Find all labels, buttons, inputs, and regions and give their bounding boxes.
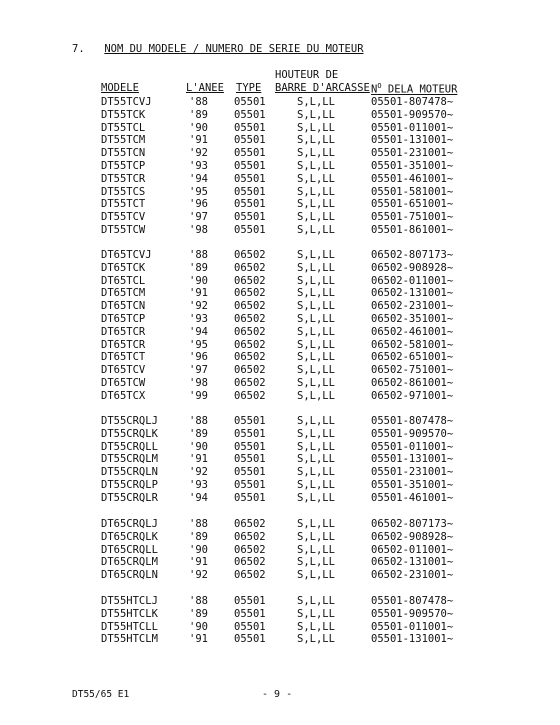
- barre-cell: S,L,LL: [297, 466, 335, 479]
- year-cell: '91: [189, 633, 208, 646]
- model-cell: DT65TCK: [101, 261, 146, 274]
- footer-doc-code: DT55/65 E1: [72, 689, 130, 700]
- type-cell: 06502: [234, 569, 266, 582]
- year-cell: '89: [189, 261, 208, 274]
- year-cell: '99: [189, 389, 208, 402]
- type-cell: 05501: [234, 160, 266, 172]
- type-cell: 05501: [234, 633, 266, 646]
- barre-cell: S,L,LL: [297, 108, 335, 121]
- barre-cell: S,L,LL: [297, 453, 335, 466]
- year-cell: '94: [189, 172, 208, 185]
- column-header-annee: L'ANEE: [186, 82, 224, 94]
- serial-cell: 06502-807173~: [371, 518, 454, 530]
- serial-cell: 06502-011001~: [371, 543, 454, 556]
- year-cell: '96: [189, 351, 208, 364]
- barre-cell: S,L,LL: [297, 518, 335, 530]
- serial-cell: 05501-351001~: [371, 160, 454, 172]
- model-cell: DT55TCS: [101, 185, 146, 198]
- type-cell: 06502: [234, 338, 266, 351]
- serial-cell: 06502-908928~: [371, 261, 454, 274]
- table-row: [0, 621, 560, 634]
- model-cell: DT55HTCLK: [101, 607, 158, 620]
- model-cell: DT65CRQLL: [101, 543, 158, 556]
- year-cell: '93: [189, 479, 208, 491]
- year-cell: '94: [189, 491, 208, 504]
- serial-cell: 06502-231001~: [371, 300, 454, 313]
- type-cell: 05501: [234, 108, 266, 121]
- table-row: [0, 492, 560, 505]
- table-row: [0, 211, 560, 224]
- table-row: [0, 390, 560, 403]
- table-row: [0, 531, 560, 544]
- serial-cell: 06502-461001~: [371, 325, 454, 338]
- serial-cell: 05501-131001~: [371, 134, 454, 147]
- table-row: [0, 364, 560, 377]
- serial-cell: 05501-461001~: [371, 172, 454, 185]
- table-row: [0, 518, 560, 531]
- model-cell: DT55TCK: [101, 108, 146, 121]
- model-cell: DT55TCT: [101, 198, 146, 211]
- serial-cell: 06502-751001~: [371, 364, 454, 377]
- barre-cell: S,L,LL: [297, 185, 335, 198]
- table-row: [0, 569, 560, 582]
- barre-cell: S,L,LL: [297, 325, 335, 338]
- table-row: [0, 275, 560, 288]
- barre-cell: S,L,LL: [297, 300, 335, 313]
- serial-cell: 05501-807478~: [371, 96, 454, 108]
- model-cell: DT55TCP: [101, 160, 146, 172]
- barre-cell: S,L,LL: [297, 198, 335, 211]
- barre-cell: S,L,LL: [297, 134, 335, 147]
- type-cell: 05501: [234, 491, 266, 504]
- year-cell: '92: [189, 300, 208, 313]
- table-row: [0, 326, 560, 339]
- table-row: [0, 186, 560, 199]
- type-cell: 06502: [234, 325, 266, 338]
- type-cell: 06502: [234, 530, 266, 543]
- year-cell: '97: [189, 211, 208, 224]
- year-cell: '89: [189, 427, 208, 440]
- year-cell: '91: [189, 556, 208, 569]
- table-row: [0, 479, 560, 492]
- table-row: [0, 134, 560, 147]
- serial-cell: 05501-011001~: [371, 121, 454, 134]
- type-cell: 06502: [234, 300, 266, 313]
- type-cell: 06502: [234, 377, 266, 389]
- serial-cell: 05501-231001~: [371, 147, 454, 160]
- model-cell: DT55CRQLP: [101, 479, 158, 491]
- table-row: [0, 313, 560, 326]
- barre-cell: S,L,LL: [297, 211, 335, 224]
- barre-cell: S,L,LL: [297, 440, 335, 453]
- barre-cell: S,L,LL: [297, 364, 335, 377]
- barre-cell: S,L,LL: [297, 172, 335, 185]
- model-cell: DT65TCR: [101, 338, 146, 351]
- model-cell: DT55TCW: [101, 224, 146, 236]
- barre-cell: S,L,LL: [297, 415, 335, 427]
- column-header-houteur-line1: HOUTEUR DE: [275, 69, 339, 81]
- model-cell: DT55CRQLL: [101, 440, 158, 453]
- year-cell: '98: [189, 224, 208, 236]
- barre-cell: S,L,LL: [297, 427, 335, 440]
- serial-cell: 06502-131001~: [371, 556, 454, 569]
- type-cell: 05501: [234, 440, 266, 453]
- serial-cell: 05501-807478~: [371, 415, 454, 427]
- model-cell: DT55CRQLJ: [101, 415, 158, 427]
- serial-cell: 06502-131001~: [371, 287, 454, 300]
- table-row: [0, 466, 560, 479]
- serial-cell: 05501-351001~: [371, 479, 454, 491]
- model-cell: DT55TCN: [101, 147, 146, 160]
- serial-cell: 05501-909570~: [371, 427, 454, 440]
- type-cell: 05501: [234, 198, 266, 211]
- barre-cell: S,L,LL: [297, 595, 335, 607]
- barre-cell: S,L,LL: [297, 479, 335, 491]
- barre-cell: S,L,LL: [297, 287, 335, 300]
- serial-cell: 05501-651001~: [371, 198, 454, 211]
- model-cell: DT65TCT: [101, 351, 146, 364]
- barre-cell: S,L,LL: [297, 121, 335, 134]
- model-cell: DT55CRQLM: [101, 453, 158, 466]
- serie-n: N: [371, 83, 378, 96]
- type-cell: 05501: [234, 479, 266, 491]
- year-cell: '96: [189, 198, 208, 211]
- model-cell: DT65TCX: [101, 389, 146, 402]
- barre-cell: S,L,LL: [297, 543, 335, 556]
- type-cell: 06502: [234, 351, 266, 364]
- barre-cell: S,L,LL: [297, 633, 335, 646]
- type-cell: 06502: [234, 364, 266, 377]
- type-cell: 05501: [234, 607, 266, 620]
- year-cell: '90: [189, 620, 208, 633]
- table-row: [0, 122, 560, 135]
- model-cell: DT65TCP: [101, 313, 146, 325]
- barre-cell: S,L,LL: [297, 338, 335, 351]
- barre-cell: S,L,LL: [297, 313, 335, 325]
- serial-cell: 05501-011001~: [371, 440, 454, 453]
- type-cell: 05501: [234, 172, 266, 185]
- model-cell: DT65TCV: [101, 364, 146, 377]
- year-cell: '90: [189, 121, 208, 134]
- model-cell: DT55CRQLR: [101, 491, 158, 504]
- serial-cell: 05501-751001~: [371, 211, 454, 224]
- model-cell: DT65CRQLM: [101, 556, 158, 569]
- serial-cell: 05501-909570~: [371, 108, 454, 121]
- year-cell: '93: [189, 313, 208, 325]
- model-cell: DT55HTCLL: [101, 620, 158, 633]
- section-title: NOM DU MODELE / NUMERO DE SERIE DU MOTEUR: [104, 43, 364, 55]
- table-row: [0, 633, 560, 646]
- section-number: 7.: [72, 43, 85, 55]
- year-cell: '92: [189, 569, 208, 582]
- barre-cell: S,L,LL: [297, 249, 335, 261]
- table-row: [0, 377, 560, 390]
- year-cell: '88: [189, 595, 208, 607]
- barre-cell: S,L,LL: [297, 224, 335, 236]
- table-row: [0, 109, 560, 122]
- type-cell: 05501: [234, 134, 266, 147]
- barre-cell: S,L,LL: [297, 351, 335, 364]
- year-cell: '90: [189, 274, 208, 287]
- section-heading: [72, 43, 364, 55]
- barre-cell: S,L,LL: [297, 377, 335, 389]
- serial-cell: 05501-581001~: [371, 185, 454, 198]
- table-row: [0, 441, 560, 454]
- table-row: [0, 96, 560, 109]
- serial-cell: 05501-861001~: [371, 224, 454, 236]
- year-cell: '88: [189, 96, 208, 108]
- serial-cell: 06502-908928~: [371, 530, 454, 543]
- type-cell: 06502: [234, 249, 266, 261]
- model-cell: DT55TCV: [101, 211, 146, 224]
- barre-cell: S,L,LL: [297, 569, 335, 582]
- barre-cell: S,L,LL: [297, 274, 335, 287]
- model-cell: DT65TCR: [101, 325, 146, 338]
- model-cell: DT55HTCLM: [101, 633, 158, 646]
- type-cell: 05501: [234, 466, 266, 479]
- year-cell: '95: [189, 185, 208, 198]
- type-cell: 05501: [234, 121, 266, 134]
- serial-cell: 05501-461001~: [371, 491, 454, 504]
- year-cell: '95: [189, 338, 208, 351]
- table-row: [0, 262, 560, 275]
- model-cell: DT55TCVJ: [101, 96, 152, 108]
- barre-cell: S,L,LL: [297, 147, 335, 160]
- model-cell: DT55CRQLN: [101, 466, 158, 479]
- footer-page-number: - 9 -: [262, 689, 293, 700]
- table-row: [0, 556, 560, 569]
- table-row: [0, 249, 560, 262]
- serial-cell: 05501-231001~: [371, 466, 454, 479]
- serial-cell: 06502-807173~: [371, 249, 454, 261]
- model-cell: DT65TCVJ: [101, 249, 152, 261]
- type-cell: 05501: [234, 211, 266, 224]
- column-header-houteur-line2: BARRE D'ARCASSE: [275, 82, 370, 94]
- year-cell: '93: [189, 160, 208, 172]
- year-cell: '97: [189, 364, 208, 377]
- column-header-modele: MODELE: [101, 82, 139, 94]
- serie-rest: DELA MOTEUR: [381, 83, 458, 96]
- type-cell: 06502: [234, 287, 266, 300]
- serie-superscript: O: [377, 82, 382, 90]
- year-cell: '88: [189, 518, 208, 530]
- model-cell: DT65TCW: [101, 377, 146, 389]
- model-cell: DT55TCL: [101, 121, 146, 134]
- year-cell: '94: [189, 325, 208, 338]
- type-cell: 05501: [234, 147, 266, 160]
- type-cell: 06502: [234, 389, 266, 402]
- type-cell: 06502: [234, 261, 266, 274]
- type-cell: 05501: [234, 96, 266, 108]
- type-cell: 05501: [234, 620, 266, 633]
- table-row: [0, 287, 560, 300]
- table-row: [0, 351, 560, 364]
- model-cell: DT65CRQLJ: [101, 518, 158, 530]
- barre-cell: S,L,LL: [297, 160, 335, 172]
- year-cell: '88: [189, 249, 208, 261]
- serial-cell: 06502-351001~: [371, 313, 454, 325]
- column-header-serie: [371, 82, 457, 96]
- year-cell: '91: [189, 134, 208, 147]
- serial-cell: 06502-581001~: [371, 338, 454, 351]
- table-row: [0, 544, 560, 557]
- serial-cell: 05501-011001~: [371, 620, 454, 633]
- year-cell: '98: [189, 377, 208, 389]
- table-row: [0, 608, 560, 621]
- serial-cell: 05501-131001~: [371, 453, 454, 466]
- type-cell: 05501: [234, 427, 266, 440]
- type-cell: 05501: [234, 595, 266, 607]
- model-cell: DT55TCM: [101, 134, 146, 147]
- serial-cell: 05501-909570~: [371, 607, 454, 620]
- table-row: [0, 173, 560, 186]
- table-row: [0, 415, 560, 428]
- type-cell: 05501: [234, 185, 266, 198]
- serial-cell: 06502-231001~: [371, 569, 454, 582]
- serial-cell: 06502-971001~: [371, 389, 454, 402]
- year-cell: '91: [189, 453, 208, 466]
- serial-cell: 05501-807478~: [371, 595, 454, 607]
- barre-cell: S,L,LL: [297, 96, 335, 108]
- year-cell: '89: [189, 607, 208, 620]
- column-header-type: TYPE: [236, 82, 262, 94]
- model-cell: DT55CRQLK: [101, 427, 158, 440]
- type-cell: 06502: [234, 518, 266, 530]
- table-row: [0, 147, 560, 160]
- year-cell: '90: [189, 543, 208, 556]
- type-cell: 06502: [234, 543, 266, 556]
- year-cell: '91: [189, 287, 208, 300]
- type-cell: 05501: [234, 224, 266, 236]
- table-row: [0, 198, 560, 211]
- table-row: [0, 339, 560, 352]
- barre-cell: S,L,LL: [297, 389, 335, 402]
- table-row: [0, 224, 560, 237]
- year-cell: '92: [189, 466, 208, 479]
- type-cell: 06502: [234, 274, 266, 287]
- year-cell: '92: [189, 147, 208, 160]
- serial-cell: 06502-651001~: [371, 351, 454, 364]
- barre-cell: S,L,LL: [297, 556, 335, 569]
- model-cell: DT65CRQLN: [101, 569, 158, 582]
- barre-cell: S,L,LL: [297, 491, 335, 504]
- year-cell: '88: [189, 415, 208, 427]
- type-cell: 05501: [234, 453, 266, 466]
- barre-cell: S,L,LL: [297, 607, 335, 620]
- model-cell: DT65TCL: [101, 274, 146, 287]
- year-cell: '90: [189, 440, 208, 453]
- serial-cell: 06502-011001~: [371, 274, 454, 287]
- table-row: [0, 160, 560, 173]
- year-cell: '89: [189, 108, 208, 121]
- model-cell: DT55HTCLJ: [101, 595, 158, 607]
- serial-cell: 05501-131001~: [371, 633, 454, 646]
- barre-cell: S,L,LL: [297, 530, 335, 543]
- year-cell: '89: [189, 530, 208, 543]
- model-cell: DT65TCN: [101, 300, 146, 313]
- table-row: [0, 453, 560, 466]
- barre-cell: S,L,LL: [297, 261, 335, 274]
- type-cell: 05501: [234, 415, 266, 427]
- barre-cell: S,L,LL: [297, 620, 335, 633]
- table-row: [0, 428, 560, 441]
- table-row: [0, 300, 560, 313]
- serial-cell: 06502-861001~: [371, 377, 454, 389]
- model-cell: DT55TCR: [101, 172, 146, 185]
- type-cell: 06502: [234, 313, 266, 325]
- model-cell: DT65CRQLK: [101, 530, 158, 543]
- type-cell: 06502: [234, 556, 266, 569]
- model-cell: DT65TCM: [101, 287, 146, 300]
- table-row: [0, 595, 560, 608]
